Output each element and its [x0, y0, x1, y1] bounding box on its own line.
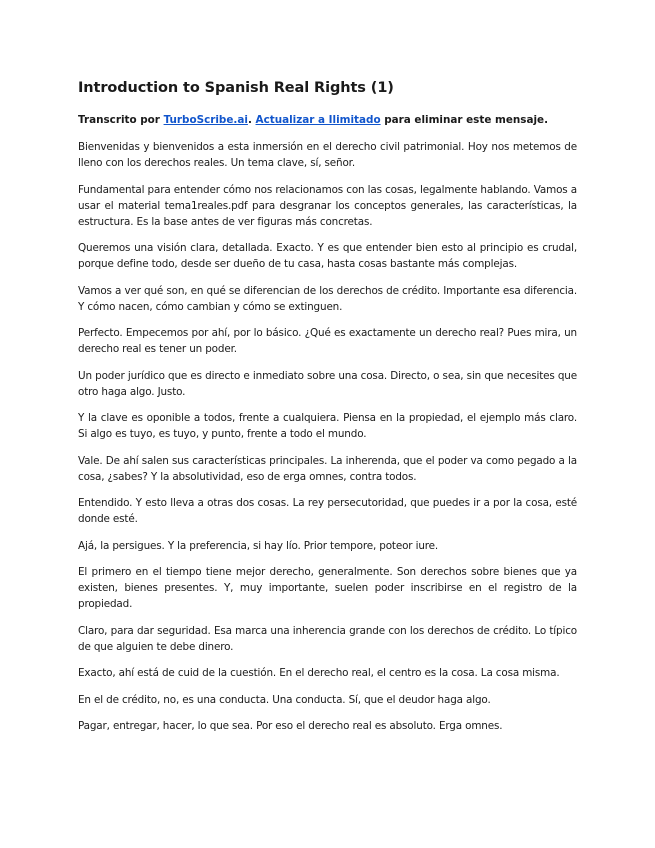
notice-middle: .	[247, 114, 256, 126]
paragraph: Un poder jurídico que es directo e inmediato sobre una cosa. Directo, o sea, sin que necesites que otro haga algo. Justo.	[78, 369, 577, 398]
notice-suffix: para eliminar este mensaje.	[380, 114, 549, 126]
paragraph: Exacto, ahí está de cuid de la cuestión. En el derecho real, el centro es la cosa. La cosa misma.	[78, 667, 560, 679]
paragraph: Entendido. Y esto lleva a otras dos cosas. La rey persecutoridad, que puedes ir a por la cosa, esté donde esté.	[78, 497, 577, 525]
paragraph: Vale. De ahí salen sus características principales. La inherenda, que el poder va como pegado a la cosa, ¿sabes? Y la absolutividad, eso de erga omnes, contra todos.	[78, 454, 577, 483]
paragraph: Vamos a ver qué son, en qué se diferencian de los derechos de crédito. Importante esa diferencia. Y cómo nacen, cómo cambian y cómo se extinguen.	[78, 284, 577, 313]
paragraph: Y la clave es oponible a todos, frente a cualquiera. Piensa en la propiedad, el ejemplo más claro. Si algo es tuyo, es tuyo, y punto, frente a todo el mundo.	[78, 412, 577, 440]
document-page	[78, 78, 577, 745]
paragraph: Perfecto. Empecemos por ahí, por lo básico. ¿Qué es exactamente un derecho real? Pues mira, un derecho real es tener un poder.	[78, 327, 577, 355]
paragraph: Queremos una visión clara, detallada. Exacto. Y es que entender bien esto al principio es crudal, porque define todo, desde ser dueño de tu casa, hasta cosas bastante más complejas.	[78, 242, 577, 270]
paragraph: Pagar, entregar, hacer, lo que sea. Por eso el derecho real es absoluto. Erga omnes.	[78, 720, 503, 732]
upgrade-link[interactable]: Actualizar a Ilimitado	[255, 114, 381, 126]
document-title: Introduction to Spanish Real Rights (1)	[78, 80, 394, 96]
paragraph: Fundamental para entender cómo nos relacionamos con las cosas, legalmente hablando. Vamos a usar el material tema1reales.pdf para desgranar los conceptos generales, las características, la estructura. Es la base antes de ver figuras más concretas.	[78, 183, 577, 228]
notice-prefix: Transcrito por	[78, 114, 164, 126]
paragraph: Ajá, la persigues. Y la preferencia, si hay lío. Prior tempore, poteor iure.	[78, 539, 439, 552]
turboscribe-link[interactable]: TurboScribe.ai	[163, 114, 248, 126]
paragraph: Claro, para dar seguridad. Esa marca una inherencia grande con los derechos de crédito. Lo típico de que alguien te debe dinero.	[78, 624, 577, 653]
transcription-notice	[78, 112, 577, 128]
paragraph: En el de crédito, no, es una conducta. Una conducta. Sí, que el deudor haga algo.	[78, 693, 491, 706]
paragraph: El primero en el tiempo tiene mejor derecho, generalmente. Son derechos sobre bienes que ya existen, bienes presentes. Y, muy importante, suelen poder inscribirse en el registro de la propiedad.	[78, 566, 577, 610]
paragraph: Bienvenidas y bienvenidos a esta inmersión en el derecho civil patrimonial. Hoy nos metemos de lleno con los derechos reales. Un tema clave, sí, señor.	[78, 141, 577, 169]
